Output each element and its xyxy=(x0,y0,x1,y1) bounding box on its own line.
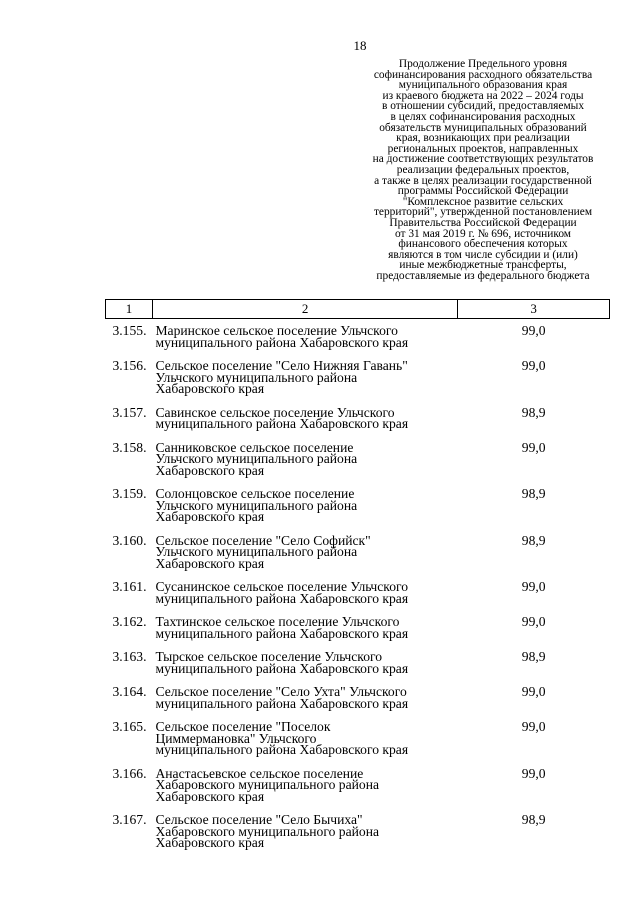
table-row xyxy=(106,436,610,483)
header-note-line: иные межбюджетные трансферты, xyxy=(399,259,567,272)
municipality-name-line: муниципального района Хабаровского края xyxy=(155,334,409,350)
column-number-row xyxy=(106,300,610,319)
municipality-name xyxy=(152,575,457,610)
row-number: 3.163. xyxy=(112,649,147,664)
row-number: 3.166. xyxy=(112,765,147,781)
municipality-name-line: муниципального района Хабаровского края xyxy=(155,695,409,711)
municipality-name-line: муниципального района Хабаровского края xyxy=(155,742,409,757)
municipality-name-line: Хабаровского края xyxy=(155,381,265,396)
municipality-name-line: Савинское сельское поселение Ульчского xyxy=(155,404,395,420)
cofinancing-level-value: 98,9 xyxy=(521,532,546,548)
municipality-name-line: Анастасьевское сельское поселение xyxy=(155,765,364,781)
municipality-name xyxy=(152,482,457,529)
header-note-line: региональных проектов, направленных xyxy=(387,142,579,155)
column-number-2: 2 xyxy=(152,300,457,319)
municipality-name xyxy=(152,529,457,576)
municipality-name-line: Тырское сельское поселение Ульчского xyxy=(155,649,383,664)
cofinancing-level-value: 99,0 xyxy=(521,579,546,594)
row-number: 3.157. xyxy=(112,404,147,420)
table-row xyxy=(106,401,610,436)
municipality-name xyxy=(152,808,457,855)
municipality-name-line: Санниковское сельское поселение xyxy=(155,439,354,455)
header-note-line: края, возникающих при реализации xyxy=(396,132,570,145)
municipality-name-line: Хабаровского края xyxy=(155,788,265,804)
municipality-name-line: Хабаровского края xyxy=(155,462,265,478)
cofinancing-level-value: 99,0 xyxy=(521,719,546,734)
header-note-line: от 31 мая 2019 г. № 696, источником xyxy=(394,227,572,240)
header-note-line: в отношении субсидий, предоставляемых xyxy=(381,100,585,113)
row-number: 3.160. xyxy=(112,532,147,548)
row-number: 3.164. xyxy=(112,684,147,699)
cofinancing-level-value: 99,0 xyxy=(521,323,546,338)
header-note-line: в целях софинансирования расходных xyxy=(390,110,576,123)
table-row xyxy=(106,715,610,762)
municipality-name-line: муниципального района Хабаровского края xyxy=(155,416,409,431)
municipality-name-line: Сельское поселение "Село Ухта" Ульчского xyxy=(155,684,407,699)
table-row xyxy=(106,319,610,355)
municipality-name-line: Сельское поселение "Село Нижняя Гавань" xyxy=(155,358,408,373)
municipality-name-line: Хабаровского края xyxy=(155,555,265,571)
municipality-name-line: Сельское поселение "Поселок xyxy=(155,719,331,734)
municipality-name-line: Хабаровского муниципального района xyxy=(155,777,380,792)
header-note-line: обязательств муниципальных образований xyxy=(379,121,587,134)
municipality-name-line: Ульчского муниципального района xyxy=(155,451,358,466)
municipality-name-line: Ульчского муниципального района xyxy=(155,497,358,513)
municipality-name-line: Хабаровского края xyxy=(155,835,265,850)
table-body xyxy=(106,319,610,855)
municipality-name-line: Ульчского муниципального района xyxy=(155,544,358,559)
row-number: 3.158. xyxy=(112,439,147,455)
municipality-name-line: Тахтинское сельское поселение Ульчского xyxy=(155,614,400,629)
cofinancing-level-value: 98,9 xyxy=(521,404,546,420)
municipality-name-line: Хабаровского края xyxy=(155,509,265,524)
column-number-3: 3 xyxy=(458,300,610,319)
cofinancing-level-value: 99,0 xyxy=(521,614,546,629)
municipality-name xyxy=(152,401,457,436)
row-number: 3.162. xyxy=(112,614,147,629)
header-note-line: финансового обеспечения которых xyxy=(398,238,568,251)
municipality-name xyxy=(152,319,457,355)
header-note-line: реализации федеральных проектов, xyxy=(396,163,570,176)
table-row xyxy=(106,680,610,715)
row-number: 3.167. xyxy=(112,812,147,827)
cofinancing-level-value: 98,9 xyxy=(521,486,546,501)
subsidy-table xyxy=(105,299,610,855)
municipality-name xyxy=(152,610,457,645)
header-note-line: Правительства Российской Федерации xyxy=(389,216,577,229)
municipality-name-line: муниципального района Хабаровского края xyxy=(155,590,409,606)
table-row xyxy=(106,529,610,576)
row-number: 3.159. xyxy=(112,486,147,501)
table-row xyxy=(106,354,610,401)
table-row xyxy=(106,575,610,610)
municipality-name-line: Сельское поселение "Село Софийск" xyxy=(155,532,371,548)
municipality-name-line: муниципального района Хабаровского края xyxy=(155,660,409,676)
header-note-line: из краевого бюджета на 2022 – 2024 годы xyxy=(382,89,584,102)
cofinancing-level-value: 99,0 xyxy=(521,439,546,455)
municipality-name xyxy=(152,436,457,483)
header-note-line: Продолжение Предельного уровня xyxy=(398,58,568,70)
municipality-name xyxy=(152,715,457,762)
municipality-name-line: Циммермановка" Ульчского xyxy=(155,730,317,746)
table-row xyxy=(106,482,610,529)
municipality-name xyxy=(152,680,457,715)
column-number-1: 1 xyxy=(106,300,153,319)
header-note-line: являются в том числе субсидии и (или) xyxy=(388,248,578,261)
header-note-line: территорий", утвержденной постановлением xyxy=(373,206,593,219)
row-number: 3.161. xyxy=(112,579,147,594)
municipality-name xyxy=(152,645,457,680)
cofinancing-level-value: 99,0 xyxy=(521,684,546,699)
row-number: 3.156. xyxy=(112,358,147,373)
table-row xyxy=(106,808,610,855)
municipality-name-line: Хабаровского муниципального района xyxy=(155,823,380,839)
municipality-name xyxy=(152,354,457,401)
municipality-name-line: Маринское сельское поселение Ульчского xyxy=(155,323,398,338)
header-note-line: а также в целях реализации государственной xyxy=(374,174,592,187)
cofinancing-level-value: 99,0 xyxy=(521,765,546,781)
cofinancing-level-value: 99,0 xyxy=(521,358,546,373)
header-note-line: предоставляемые из федерального бюджета xyxy=(376,269,590,282)
municipality-name-line: Сельское поселение "Село Бычиха" xyxy=(155,812,363,827)
table-row xyxy=(106,610,610,645)
municipality-name-line: муниципального района Хабаровского края xyxy=(155,625,409,641)
cofinancing-level-value: 98,9 xyxy=(521,649,546,664)
municipality-name-line: Солонцовское сельское поселение xyxy=(155,486,355,501)
municipality-name-line: Сусанинское сельское поселение Ульчского xyxy=(155,579,409,594)
header-note-line: программы Российской Федерации xyxy=(397,185,569,198)
municipality-name-line: Ульчского муниципального района xyxy=(155,369,358,385)
header-note-line: "Комплексное развитие сельских xyxy=(402,195,564,208)
table-header-note xyxy=(355,59,611,281)
header-note-line: на достижение соответствующих результатов xyxy=(372,153,594,166)
header-note-line: муниципального образования края xyxy=(398,79,568,92)
header-note-line: софинансирования расходного обязательства xyxy=(373,68,593,81)
table-row xyxy=(106,762,610,809)
row-number: 3.155. xyxy=(112,323,147,338)
table-row xyxy=(106,645,610,680)
page-number: 18 xyxy=(353,38,367,53)
cofinancing-level-value: 98,9 xyxy=(521,812,546,827)
municipality-name xyxy=(152,762,457,809)
row-number: 3.165. xyxy=(112,719,147,734)
